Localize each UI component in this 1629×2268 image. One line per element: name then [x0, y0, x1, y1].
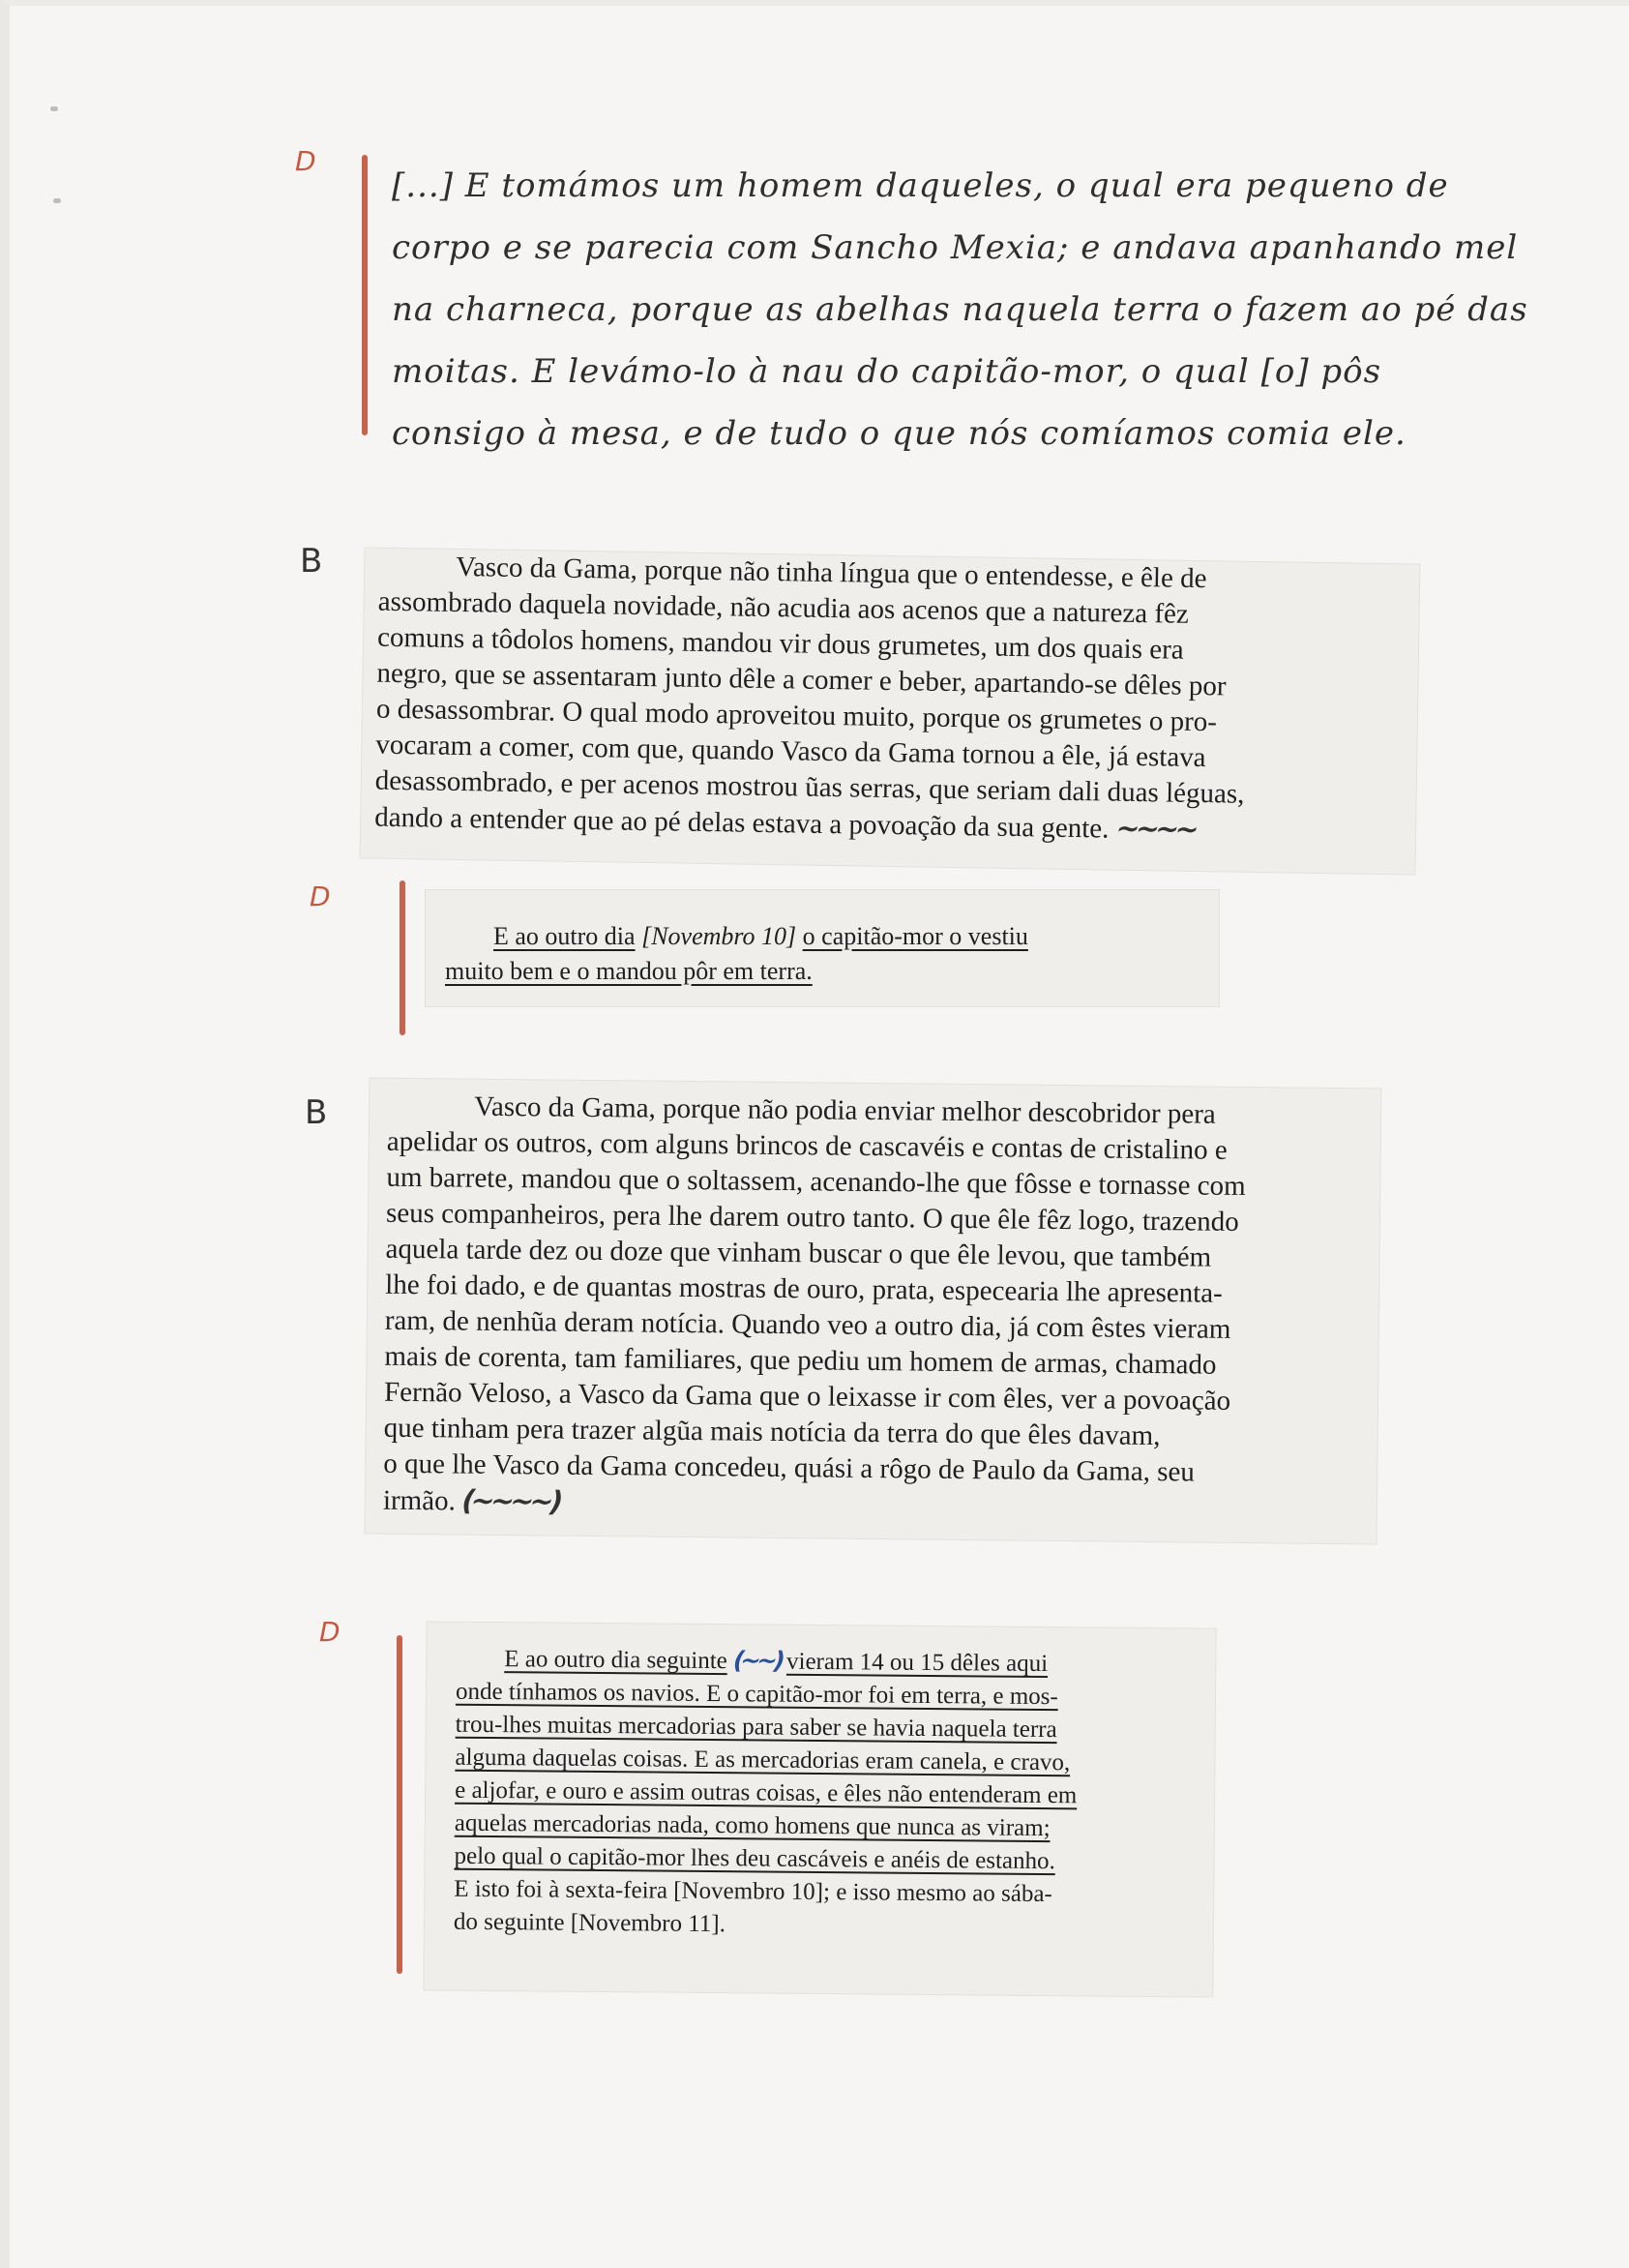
text-line: apelidar os outros, com alguns brincos de cascavéis e contas de cristalino e [386, 1125, 1228, 1166]
paper-mark [53, 198, 61, 203]
underlined-text: E ao outro dia [493, 922, 636, 950]
bracket-date: [Novembro 10] [641, 922, 797, 950]
text-line: um barrete, mandou que o soltassem, acenando-lhe que fôsse e tornasse com [386, 1161, 1246, 1203]
text-line: Vasco da Gama, porque não podia enviar melhor descobridor pera [474, 1090, 1216, 1130]
underlined-text: E ao outro dia seguinte [504, 1646, 727, 1675]
red-pencil-bar [362, 155, 368, 435]
printed-clipping-d2 [426, 890, 1219, 1006]
text-line [456, 1642, 1078, 1682]
text-line: do seguinte [Novembro 11]. [453, 1908, 726, 1938]
clipping-text [374, 549, 1248, 850]
handwritten-line: corpo e se parecia com Sancho Mexia; e andava apanhando mel [392, 228, 1519, 267]
text-line: trou-lhes muitas mercadorias para saber se havia naquela terra [455, 1711, 1057, 1744]
scribble-mark: ~~~~ [1111, 811, 1200, 846]
marker-b: B [305, 1093, 328, 1132]
text-line: aquela tarde dez ou doze que vinham buscar o que êle levou, que também [385, 1233, 1212, 1273]
red-pencil-bar [400, 880, 405, 1035]
underlined-text: vieram 14 ou 15 dêles aqui [785, 1648, 1049, 1678]
red-pencil-bar [397, 1635, 402, 1974]
text-line: o que lhe Vasco da Gama concedeu, quási a rôgo de Paulo da Gama, seu [383, 1447, 1196, 1488]
handwritten-line: moitas. E levámo-lo à nau do capitão-mor, o qual [o] pôs [392, 352, 1382, 391]
marker-d: D [319, 1616, 341, 1648]
handwritten-transcription [392, 155, 1528, 464]
text-span: irmão. [382, 1484, 456, 1517]
marker-d: D [295, 145, 316, 177]
text-line: assombrado daquela novidade, não acudia aos acenos que a natureza fêz [377, 585, 1190, 630]
underlined-text: o capitão-mor o vestiu [802, 922, 1028, 950]
text-span: dando a entender que ao pé delas estava a povoação da sua gente. [373, 801, 1110, 845]
text-line: onde tínhamos os navios. E o capitão-mor foi em terra, e mos- [455, 1678, 1058, 1711]
printed-clipping-d3 [424, 1622, 1215, 1996]
text-line: E isto foi à sexta-feira [Novembro 10]; e isso mesmo ao sába- [454, 1875, 1052, 1908]
marker-b: B [300, 542, 323, 581]
text-line [445, 919, 1028, 954]
handwritten-line: na charneca, porque as abelhas naquela terra o fazem ao pé das [392, 290, 1528, 329]
printed-clipping-b2 [366, 1079, 1381, 1544]
text-line: pelo qual o capitão-mor lhes deu cascáveis e anéis de estanho. [454, 1842, 1055, 1875]
clipping-text [445, 919, 1028, 989]
text-line: desassombrado, e per acenos mostrou ũas serras, que seriam dali duas léguas, [374, 764, 1245, 810]
text-line: comuns a tôdolos homens, mandou vir dous grumetes, um dos quais era [376, 621, 1184, 666]
handwritten-line: consigo à mesa, e de tudo o que nós comíamos comia ele. [392, 414, 1407, 453]
text-line: lhe foi dado, e de quantas mostras de ouro, prata, especearia lhe apresenta- [385, 1268, 1223, 1309]
handwritten-line: [...] E tomámos um homem daqueles, o qual era pequeno de [392, 166, 1449, 205]
blue-scribble-mark: (~~) [729, 1646, 785, 1675]
printed-clipping-b1 [361, 548, 1420, 874]
text-line: e aljofar, e ouro e assim outras coisas, e êles não entenderam em [455, 1776, 1078, 1809]
text-line: alguma daquelas coisas. E as mercadorias eram canela, e cravo, [455, 1744, 1071, 1776]
text-line: o desassombrar. O qual modo aproveitou muito, porque os grumetes o pro- [375, 693, 1218, 738]
text-line: seus companheiros, pera lhe darem outro tanto. O que êle fêz logo, trazendo [385, 1197, 1239, 1238]
scribble-mark: (~~~~) [458, 1483, 564, 1518]
text-line: Fernão Veloso, a Vasco da Gama que o leixasse ir com êles, ver a povoação [383, 1376, 1231, 1417]
clipping-text [383, 1089, 1247, 1528]
text-line: Vasco da Gama, porque não tinha língua que o entendesse, e êle de [456, 551, 1207, 595]
clipping-text [454, 1642, 1079, 1945]
text-line: que tinham pera trazer algũa mais notícia da terra do que êles davam, [383, 1412, 1161, 1452]
text-line: ram, de nenhũa deram notícia. Quando veo a outro dia, já com êstes vieram [384, 1304, 1231, 1345]
marker-d: D [310, 880, 331, 912]
text-line: mais de corenta, tam familiares, que pediu um homem de armas, chamado [384, 1340, 1217, 1381]
text-line: aquelas mercadorias nada, como homens que nunca as viram; [454, 1809, 1051, 1842]
paper-mark [50, 106, 58, 111]
text-line: negro, que se assentaram junto dêle a comer e beber, apartando-se dêles por [376, 657, 1227, 702]
text-line: vocaram a comer, com que, quando Vasco da Gama tornou a êle, já estava [375, 729, 1206, 774]
text-line: muito bem e o mandou pôr em terra. [445, 957, 813, 985]
